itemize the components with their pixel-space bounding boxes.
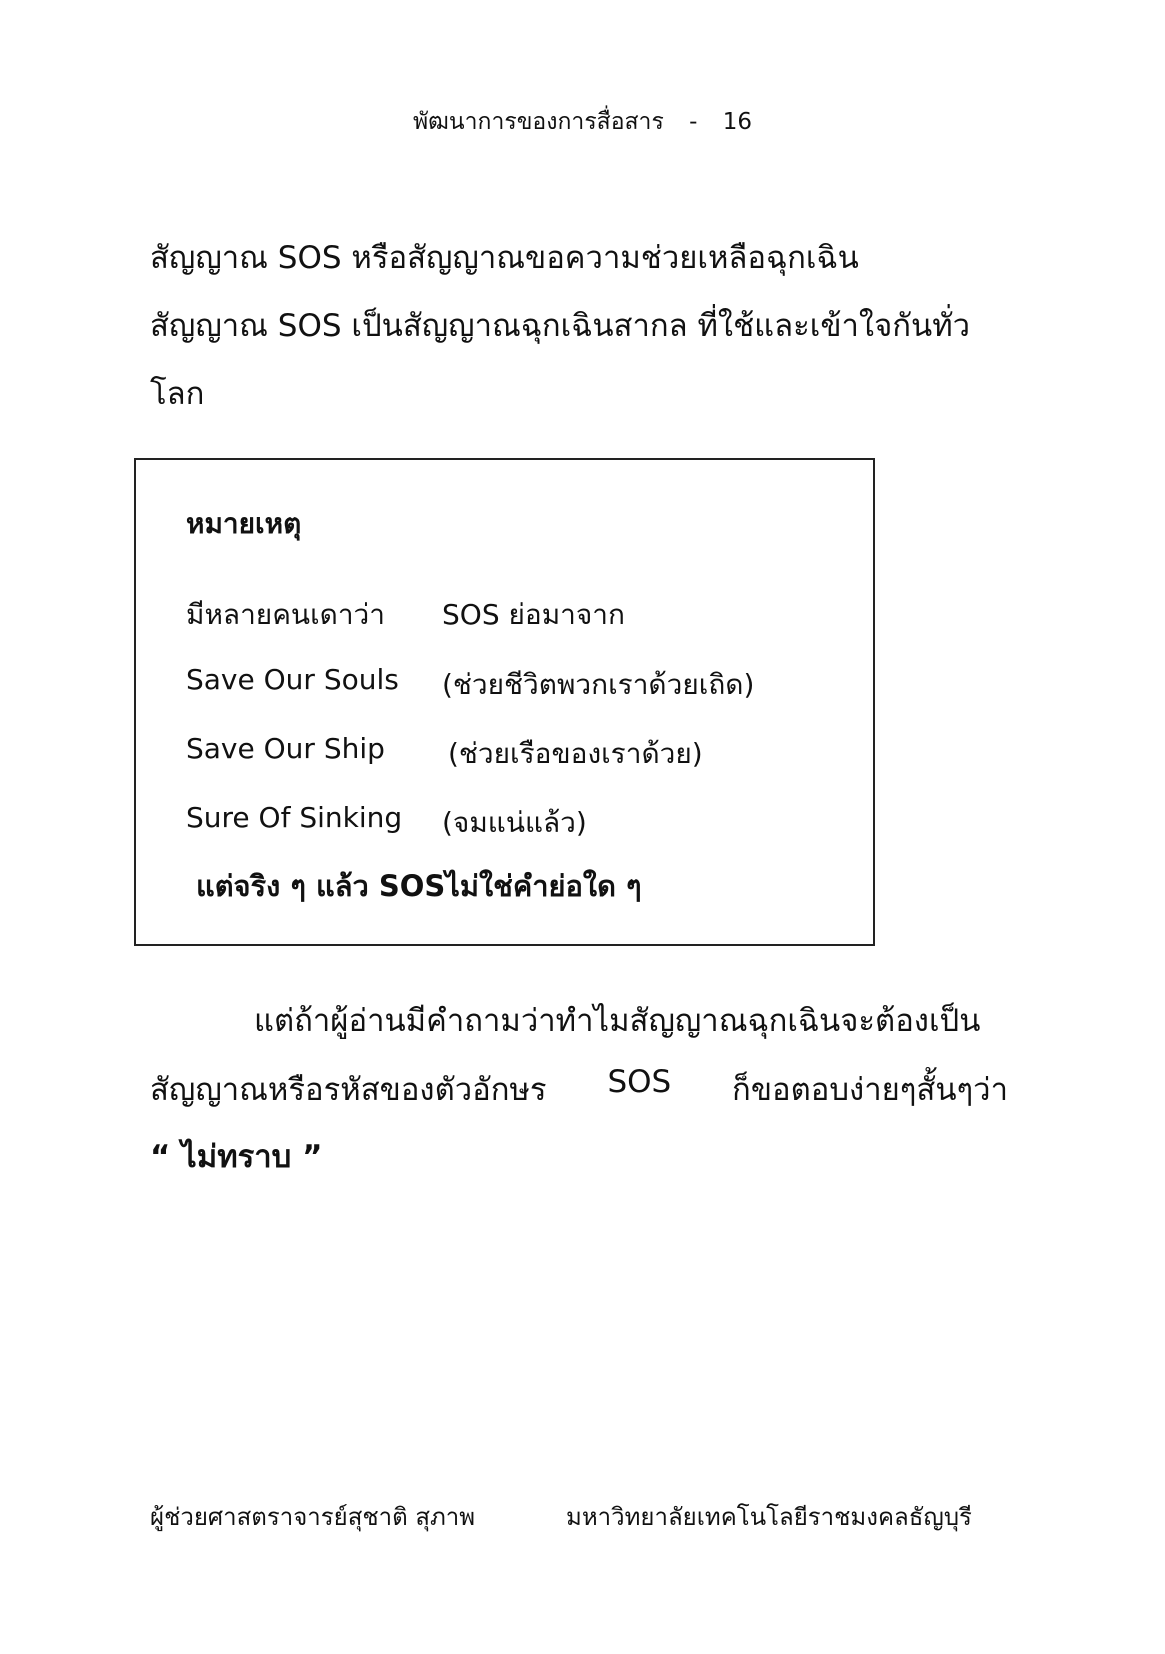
page-number: 16	[722, 109, 753, 135]
header-title: พัฒนาการของการสื่อสาร	[412, 109, 664, 135]
closing-line-2-sos: SOS	[607, 1064, 672, 1100]
header-separator: -	[689, 109, 698, 135]
note-row-term: Save Our Souls	[186, 663, 399, 696]
footer-institution: มหาวิทยาลัยเทคโนโลยีราชมงคลธัญบุรี	[566, 1503, 972, 1531]
note-conclusion: แต่จริง ๆ แล้ว SOSไม่ใช่คำย่อใด ๆ	[196, 869, 642, 903]
note-row-term: Sure Of Sinking	[186, 801, 403, 834]
note-box	[134, 458, 875, 946]
closing-line-2	[150, 1064, 1008, 1114]
note-row	[186, 732, 703, 770]
note-row-meaning: SOS ย่อมาจาก	[442, 598, 625, 631]
note-title: หมายเหตุ	[186, 507, 302, 540]
closing-line-3: “ ไม่ทราบ ”	[150, 1139, 323, 1175]
closing-line-1: แต่ถ้าผู้อ่านมีคำถามว่าทำไมสัญญาณฉุกเฉินจะต้องเป็น	[254, 1003, 981, 1039]
footer-author: ผู้ช่วยศาสตราจารย์สุชาติ สุภาพ	[150, 1503, 476, 1531]
note-row	[186, 663, 755, 701]
page-header	[0, 104, 1165, 140]
intro-line-1: สัญญาณ SOS หรือสัญญาณขอความช่วยเหลือฉุกเฉิน	[150, 240, 859, 276]
note-row-term: มีหลายคนเดาว่า	[186, 598, 385, 631]
note-row-term: Save Our Ship	[186, 732, 385, 765]
note-row-meaning: (ช่วยเรือของเราด้วย)	[448, 737, 703, 770]
note-row-meaning: (ช่วยชีวิตพวกเราด้วยเถิด)	[442, 668, 755, 701]
note-row-meaning: (จมแน่แล้ว)	[442, 806, 587, 839]
closing-line-2-answer: ก็ขอตอบง่ายๆสั้นๆว่า	[732, 1072, 1008, 1108]
note-row	[186, 801, 587, 839]
intro-line-3: โลก	[150, 376, 205, 412]
note-row	[186, 593, 625, 637]
intro-line-2: สัญญาณ SOS เป็นสัญญาณฉุกเฉินสากล ที่ใช้และเข้าใจกันทั่ว	[150, 308, 971, 344]
closing-line-2-text: สัญญาณหรือรหัสของตัวอักษร	[150, 1072, 547, 1108]
